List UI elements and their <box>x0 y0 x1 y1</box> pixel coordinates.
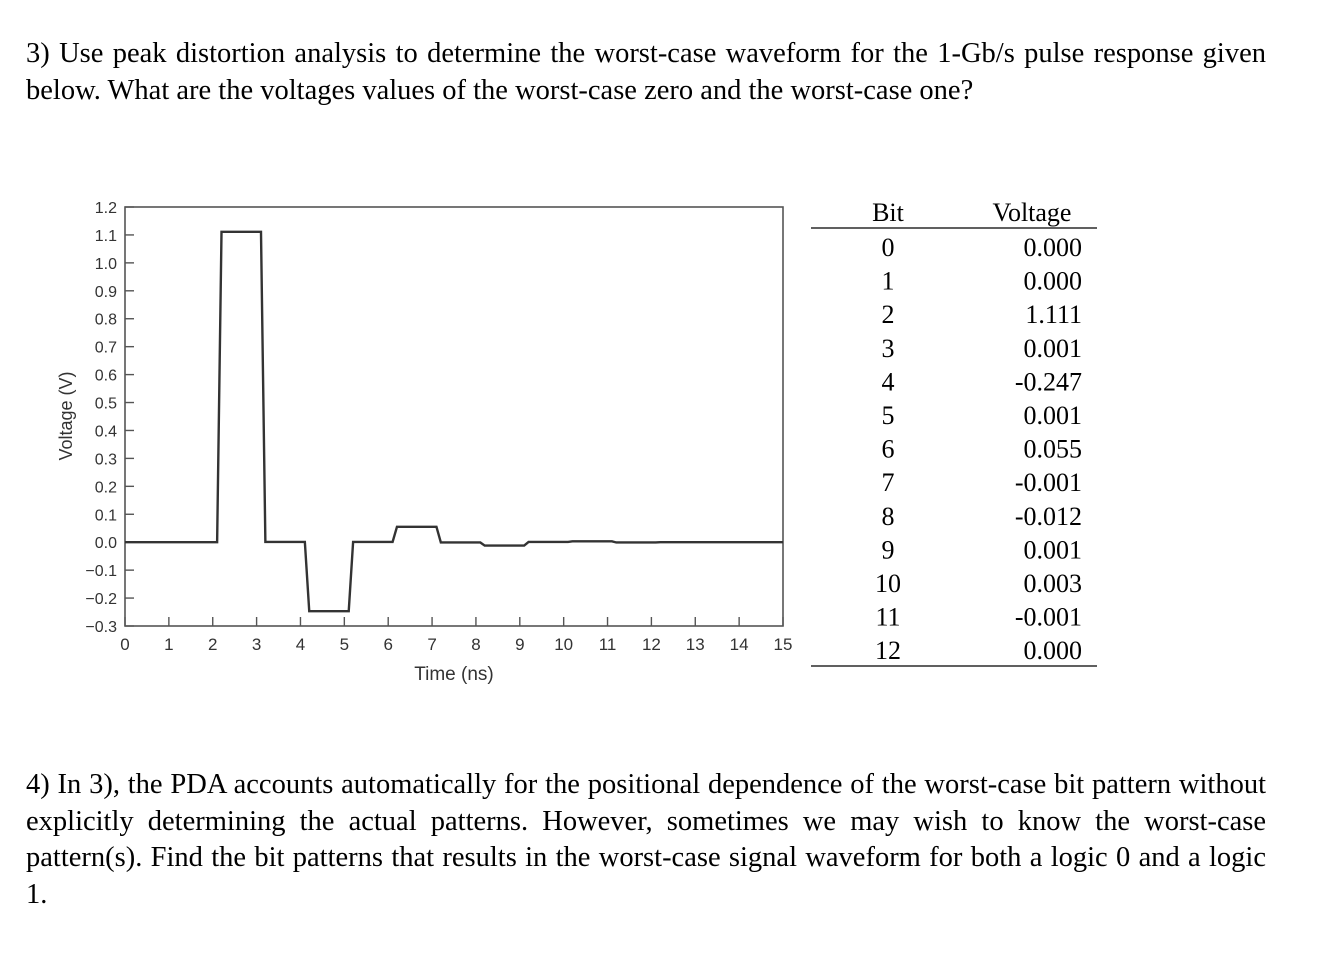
x-axis-label: Time (ns) <box>414 664 494 685</box>
x-tick-label: 1 <box>164 635 174 654</box>
x-tick-label: 4 <box>295 635 306 654</box>
question-3-text: 3) Use peak distortion analysis to determine the worst-case waveform for the 1-Gb/s pulse response given below. What are the voltages values of the worst-case zero and the worst-case one? <box>26 38 1266 106</box>
table-header-voltage: Voltage <box>992 198 1072 227</box>
table-cell-voltage: -0.012 <box>1014 501 1082 531</box>
table-cell-bit: 8 <box>881 501 895 531</box>
y-tick-label: 0.0 <box>94 535 117 553</box>
table-cell-bit: 5 <box>881 401 895 430</box>
y-tick-label: 0.7 <box>94 339 117 357</box>
y-tick-label: 0.9 <box>94 283 117 301</box>
pulse-response-line <box>125 232 783 611</box>
table-cell-voltage: -0.001 <box>1014 602 1082 632</box>
y-tick-label: 0.4 <box>94 423 117 441</box>
y-tick-label: −0.1 <box>85 563 117 581</box>
y-tick-label: −0.3 <box>85 619 117 636</box>
table-cell-bit: 2 <box>881 300 895 330</box>
table-cell-voltage: 0.001 <box>1023 401 1082 430</box>
plot-frame <box>125 207 783 626</box>
y-tick-label: 1.2 <box>94 200 117 217</box>
y-tick-label: 1.0 <box>94 255 117 273</box>
table-cell-bit: 6 <box>881 434 895 464</box>
x-tick-label: 5 <box>339 635 350 654</box>
table-cell-bit: 10 <box>875 569 901 598</box>
x-tick-label: 12 <box>641 635 661 654</box>
table-cell-voltage: 0.001 <box>1023 535 1082 565</box>
table-cell-bit: 9 <box>881 535 895 565</box>
table-cell-bit: 4 <box>881 367 895 397</box>
y-tick-label: 0.2 <box>94 479 117 497</box>
table-body <box>875 233 1082 665</box>
y-tick-label: 0.5 <box>94 395 117 413</box>
table-cell-voltage: 0.000 <box>1023 636 1082 666</box>
x-tick-label: 7 <box>427 635 437 654</box>
x-tick-label: 14 <box>729 635 749 654</box>
table-cell-voltage: 0.000 <box>1023 233 1082 262</box>
question-4-text: 4) In 3), the PDA accounts automatically for the positional dependence of the worst-case bit pattern without explicitly determining the actual patterns. However, sometimes we may wish to know the worst-case pattern(s). Find the bit patterns that results in the worst-case signal waveform for both a logic 0 and a logic 1. <box>26 769 1266 910</box>
y-axis <box>85 200 134 636</box>
y-tick-label: 0.3 <box>94 451 117 469</box>
x-tick-label: 10 <box>554 635 574 654</box>
x-tick-label: 8 <box>471 635 481 654</box>
x-tick-label: 2 <box>207 635 218 654</box>
table-cell-bit: 12 <box>875 636 901 666</box>
table-cell-bit: 0 <box>881 233 895 262</box>
y-axis-label: Voltage (V) <box>56 371 76 461</box>
pulse-response-table <box>811 198 1097 666</box>
table-cell-voltage: 0.000 <box>1023 266 1082 296</box>
y-tick-label: 0.1 <box>94 507 117 525</box>
table-cell-bit: 7 <box>881 468 895 498</box>
table-cell-voltage: 0.055 <box>1023 434 1082 464</box>
table-cell-bit: 11 <box>875 602 901 632</box>
table-header-bit: Bit <box>872 198 904 227</box>
y-tick-label: 1.1 <box>94 227 117 245</box>
table-cell-voltage: 0.003 <box>1023 569 1082 598</box>
x-tick-label: 3 <box>251 635 262 654</box>
table-cell-voltage: 1.111 <box>1025 300 1082 330</box>
x-tick-label: 0 <box>120 635 130 654</box>
table-cell-bit: 3 <box>881 333 895 363</box>
x-tick-label: 15 <box>773 635 793 654</box>
table-cell-voltage: 0.001 <box>1023 333 1082 363</box>
y-tick-label: 0.8 <box>94 311 117 329</box>
y-tick-label: −0.2 <box>85 591 117 609</box>
table-cell-voltage: -0.001 <box>1014 468 1082 498</box>
x-tick-label: 6 <box>383 635 393 654</box>
table-cell-bit: 1 <box>881 266 895 296</box>
table-cell-voltage: -0.247 <box>1014 367 1082 397</box>
y-tick-label: 0.6 <box>94 367 117 385</box>
x-tick-label: 11 <box>598 635 617 654</box>
x-tick-label: 13 <box>685 635 705 654</box>
x-tick-label: 9 <box>515 635 525 654</box>
pulse-response-chart <box>56 200 792 685</box>
x-axis <box>120 617 792 654</box>
